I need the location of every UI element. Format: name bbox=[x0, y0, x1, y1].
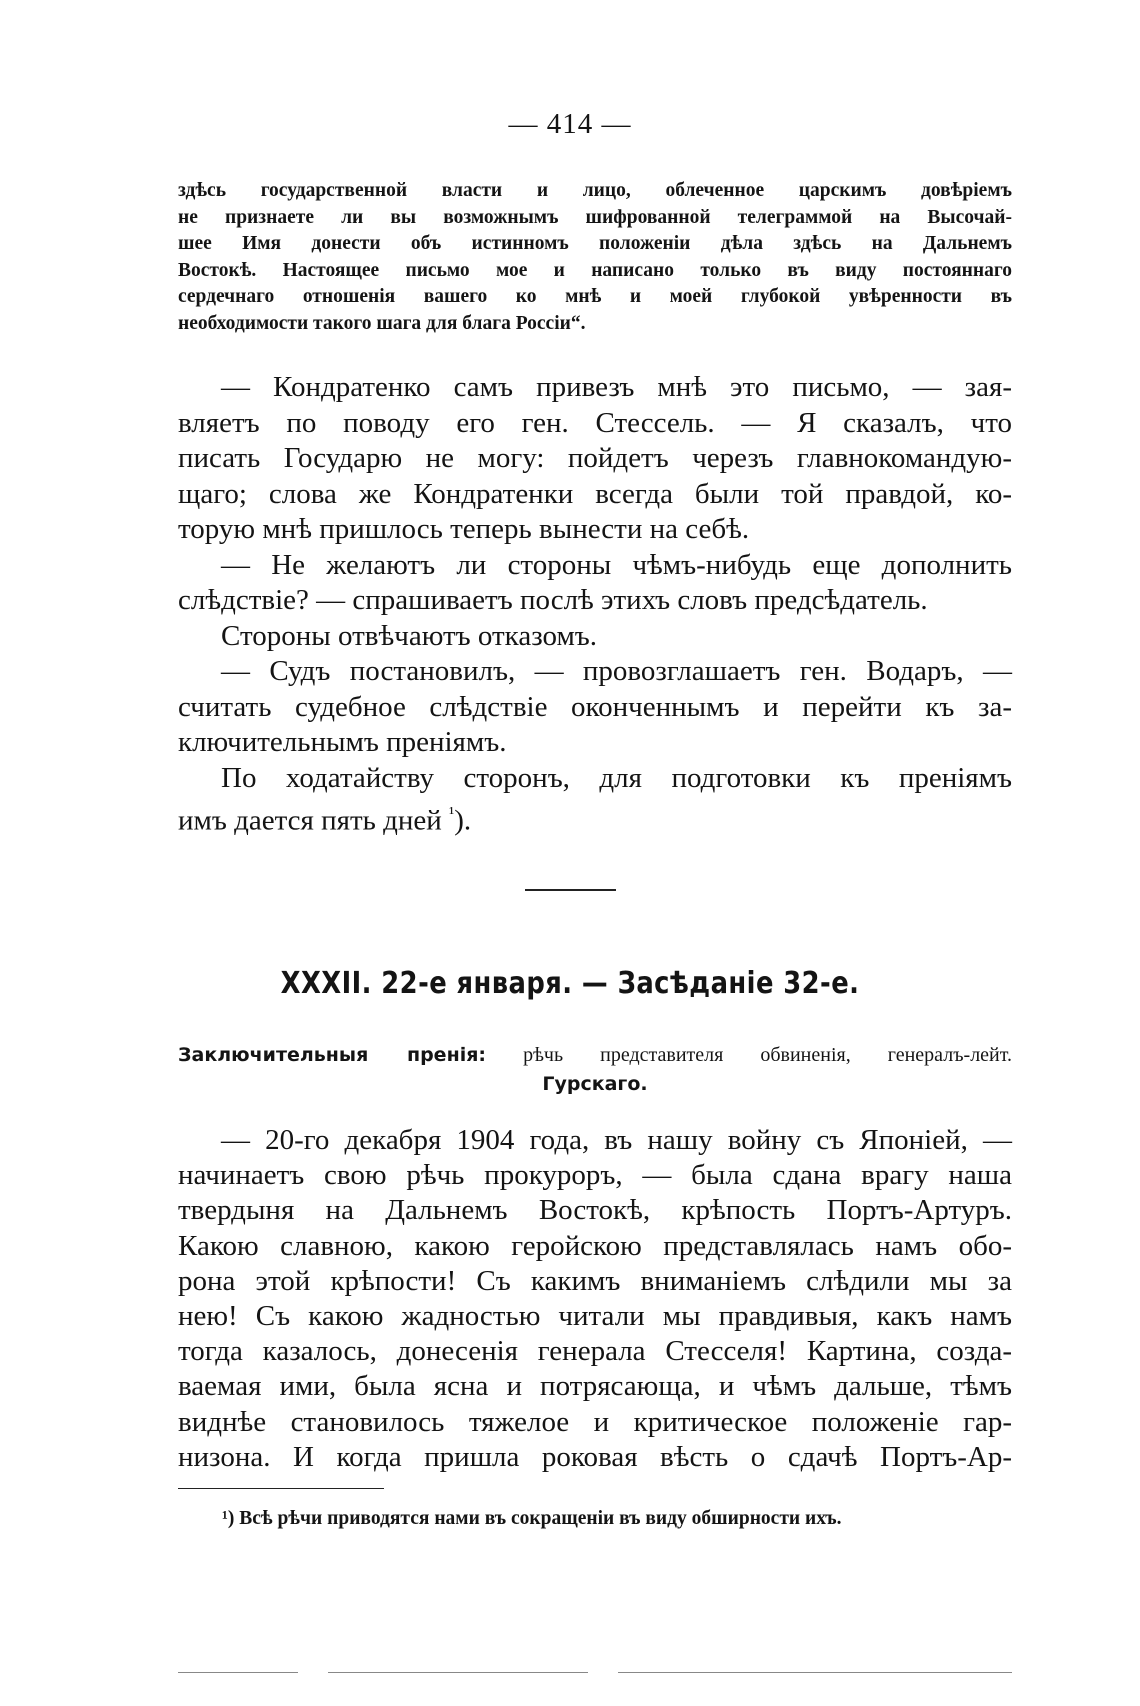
quoted-letter bbox=[178, 178, 1012, 338]
text-line: тогда казалось, донесенія генерала Стесселя! Картина, созда- bbox=[178, 1335, 1012, 1368]
page-number: — 414 — bbox=[508, 108, 632, 140]
text-line: — 20-го декабря 1904 года, въ нашу войну съ Японіей, — bbox=[221, 1124, 1012, 1156]
paragraph-adjourn bbox=[178, 761, 1012, 840]
text-line: считать судебное слѣдствіе оконченнымъ и перейти къ за- bbox=[178, 690, 1012, 723]
text-line: торую мнѣ пришлось теперь вынести на себѣ. bbox=[178, 513, 750, 545]
quote-line: здѣсь государственной власти и лицо, облеченное царскимъ довѣріемъ bbox=[178, 180, 1012, 201]
text-line: виднѣе становилось тяжелое и критическое положеніе гар- bbox=[178, 1405, 1012, 1438]
paragraph-kondratenko bbox=[178, 370, 1012, 548]
text-line: щаго; слова же Кондратенки всегда были той правдой, ко- bbox=[178, 477, 1012, 510]
text-line: рона этой крѣпости! Съ какимъ вниманіемъ слѣдили мы за bbox=[178, 1264, 1012, 1297]
quote-line: шее Имя донести объ истинномъ положеніи дѣла здѣсь на Дальнемъ bbox=[178, 233, 1012, 255]
footnote-marker: ¹) bbox=[222, 1508, 235, 1529]
text-line: вляетъ по поводу его ген. Стессель. — Я сказалъ, что bbox=[178, 406, 1012, 439]
text-line: ваемая ими, была ясна и потрясающа, и чѣмъ дальше, тѣмъ bbox=[178, 1370, 1012, 1403]
quote-line: Востокѣ. Настоящее письмо мое и написано только въ виду постояннаго bbox=[178, 259, 1012, 281]
subheading-line bbox=[178, 1041, 1012, 1070]
text-line: нею! Съ какою жадностью читали мы правдивыя, какъ намъ bbox=[178, 1300, 1012, 1333]
body-text-lower bbox=[178, 1123, 1012, 1475]
text-line: — Судъ постановилъ, — провозглашаетъ ген. Водаръ, — bbox=[221, 655, 1012, 687]
quote-line: необходимости такого шага для блага Россіи“. bbox=[178, 312, 586, 334]
text-line: писать Государю не могу: пойдетъ черезъ главнокомандую- bbox=[178, 442, 1012, 474]
text-line: — Кондратенко самъ привезъ мнѣ это письмо, — зая- bbox=[221, 371, 1012, 403]
section-subheading bbox=[178, 1041, 1012, 1099]
text-line: твердыня на Дальнемъ Востокѣ, крѣпость Портъ-Артуръ. bbox=[178, 1194, 1012, 1227]
paragraph-court bbox=[178, 654, 1012, 761]
subheading-name: Гурскаго. bbox=[542, 1073, 648, 1095]
paragraph-answer bbox=[178, 619, 1012, 655]
artifact-line bbox=[618, 1672, 1012, 1673]
text-line bbox=[178, 796, 1012, 839]
artifact-line bbox=[328, 1672, 588, 1673]
text-line: слѣдствіе? — спрашиваетъ послѣ этихъ словъ предсѣдатель. bbox=[178, 584, 928, 616]
footnote-ref: ¹ bbox=[449, 803, 455, 823]
artifact-line bbox=[178, 1672, 298, 1673]
text-line: — Не желаютъ ли стороны чѣмъ-нибудь еще дополнить bbox=[221, 548, 1012, 581]
text-line: ключительнымъ преніямъ. bbox=[178, 726, 507, 758]
text-fragment: ). bbox=[454, 804, 472, 837]
section-heading: XXXII. 22-е января. — Засѣданіе 32-е. bbox=[280, 966, 860, 1001]
text-line: По ходатайству сторонъ, для подготовки къ преніямъ bbox=[221, 761, 1012, 794]
text-line: низона. И когда пришла роковая вѣсть о сдачѣ Портъ-Ар- bbox=[178, 1440, 1012, 1473]
subheading-text: рѣчь представителя обвиненія, генералъ-лейт. bbox=[523, 1044, 1012, 1066]
text-line: Стороны отвѣчаютъ отказомъ. bbox=[221, 619, 598, 652]
body-text-upper bbox=[178, 370, 1012, 839]
section-divider bbox=[525, 889, 616, 891]
quote-line: сердечнаго отношенія вашего ко мнѣ и моей глубокой увѣренности въ bbox=[178, 286, 1012, 308]
paragraph-question bbox=[178, 548, 1012, 619]
footnote-text: Всѣ рѣчи приводятся нами въ сокращеніи въ виду обширности ихъ. bbox=[239, 1508, 842, 1529]
text-fragment: имъ дается пять дней bbox=[178, 804, 442, 837]
quote-line: не признаете ли вы возможнымъ шифрованной телеграммой на Высочай- bbox=[178, 206, 1012, 228]
footnote bbox=[178, 1508, 1012, 1530]
text-line: начинаетъ свою рѣчь прокуроръ, — была сдана врагу наша bbox=[178, 1159, 1012, 1192]
scan-artifact-lines bbox=[178, 1672, 1012, 1680]
footnote-rule bbox=[178, 1488, 384, 1489]
subheading-label: Заключительныя пренія: bbox=[178, 1044, 487, 1066]
text-line: Какою славною, какою геройскою представлялась намъ обо- bbox=[178, 1229, 1012, 1262]
